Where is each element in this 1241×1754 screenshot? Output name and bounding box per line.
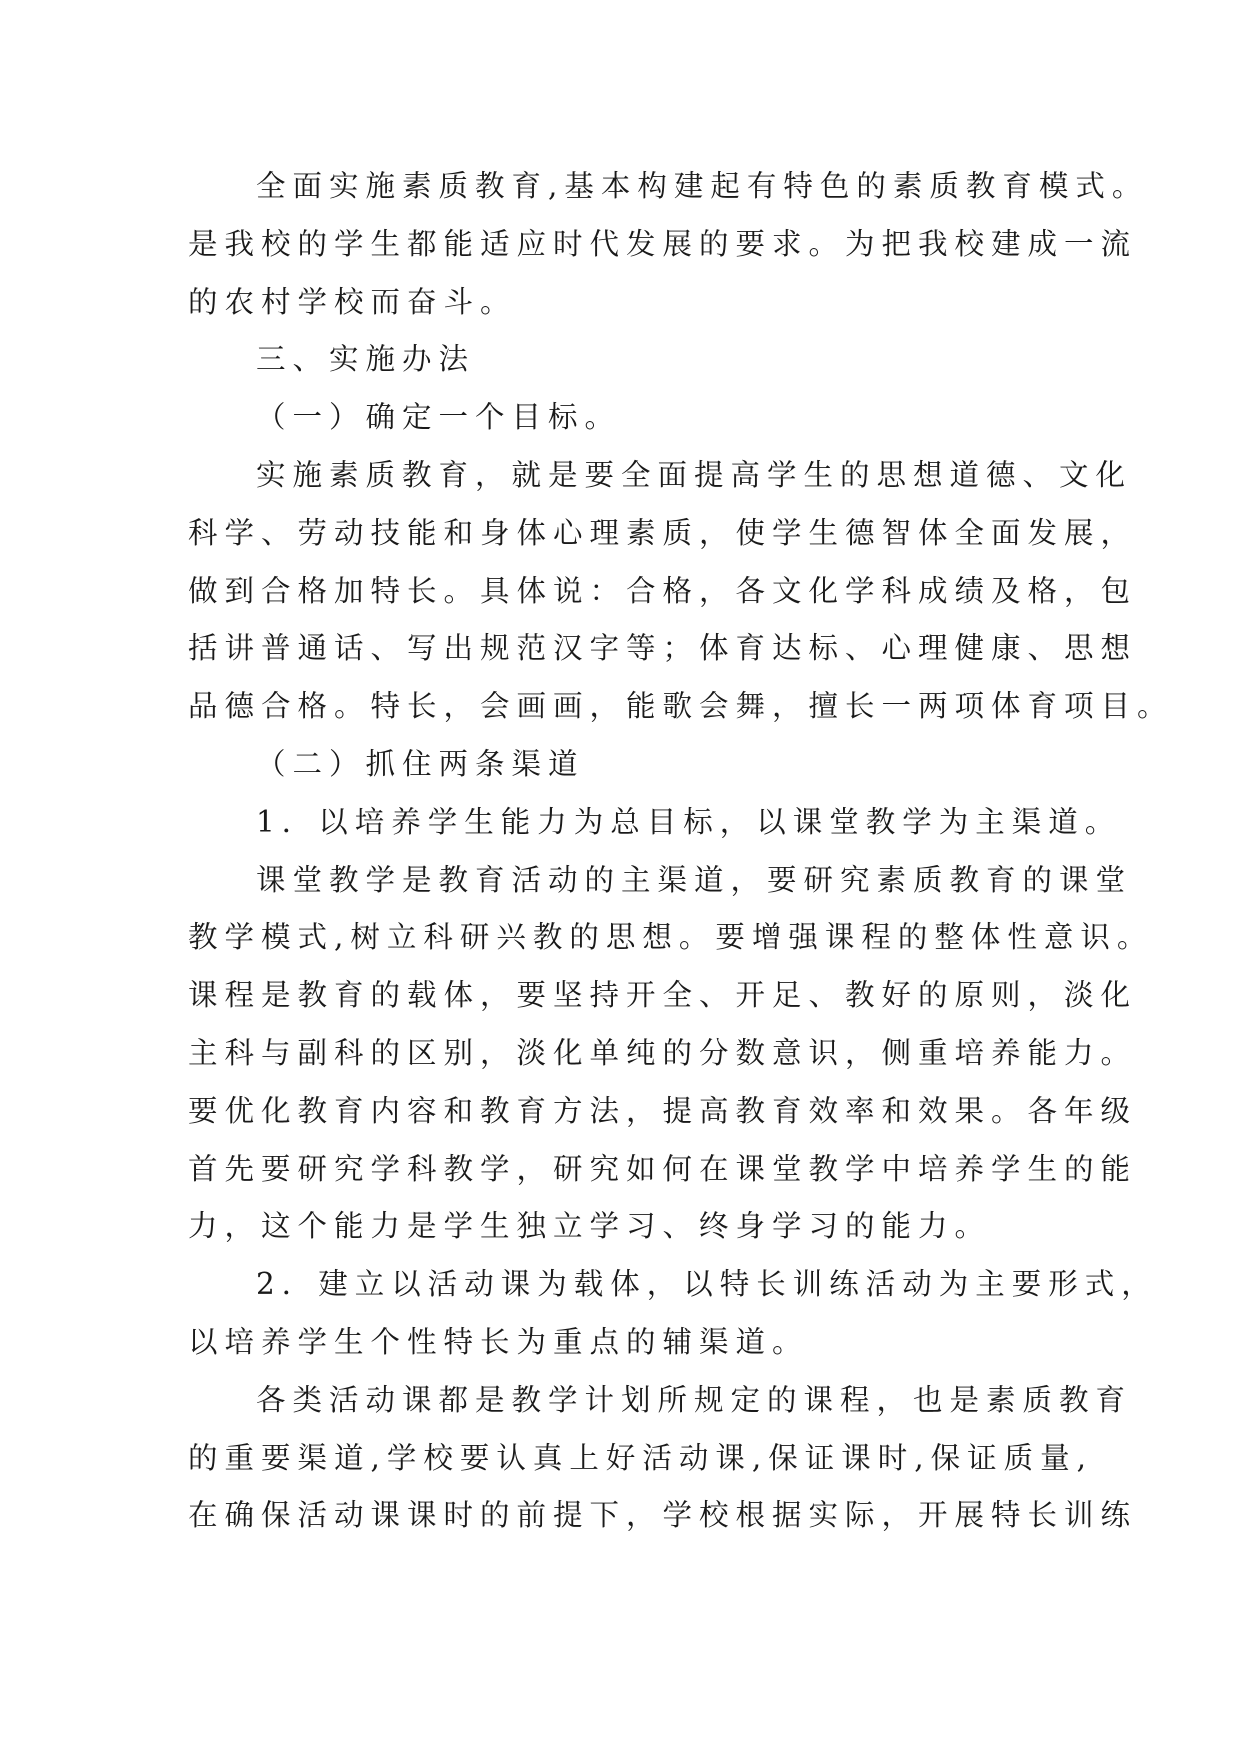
- text-line: 课堂教学是教育活动的主渠道，要研究素质教育的课堂: [256, 862, 1133, 897]
- text-line: 的重要渠道,学校要认真上好活动课,保证课时,保证质量,: [188, 1440, 1094, 1475]
- text-line: 括讲普通话、写出规范汉字等；体育达标、心理健康、思想: [188, 631, 1138, 666]
- body-text: [188, 158, 1218, 1545]
- subsection-heading: （二）抓住两条渠道: [256, 746, 585, 781]
- text-line: 首先要研究学科教学，研究如何在课堂教学中培养学生的能: [188, 1151, 1138, 1186]
- text-line: 要优化教育内容和教育方法，提高教育效率和效果。各年级: [188, 1093, 1138, 1128]
- text-line: 力，这个能力是学生独立学习、终身学习的能力。: [188, 1209, 992, 1244]
- subsection-heading: （一）确定一个目标。: [256, 400, 622, 435]
- text-line: 做到合格加特长。具体说：合格，各文化学科成绩及格，包: [188, 573, 1138, 608]
- section-heading: 三、实施办法: [256, 342, 476, 377]
- text-line: 是我校的学生都能适应时代发展的要求。为把我校建成一流: [188, 226, 1138, 261]
- text-line: 科学、劳动技能和身体心理素质，使学生德智体全面发展，: [188, 515, 1138, 550]
- text-line: 品德合格。特长，会画画，能歌会舞，擅长一两项体育项目。: [188, 689, 1174, 724]
- text-line: 教学模式,树立科研兴教的思想。要增强课程的整体性意识。: [188, 920, 1154, 955]
- text-line: 实施素质教育，就是要全面提高学生的思想道德、文化: [256, 457, 1133, 492]
- text-line: 的农村学校而奋斗。: [188, 284, 517, 319]
- numbered-item: 1．以培养学生能力为总目标，以课堂教学为主渠道。: [256, 804, 1122, 839]
- text-line: 主科与副科的区别，淡化单纯的分数意识，侧重培养能力。: [188, 1035, 1138, 1070]
- text-line: 在确保活动课课时的前提下，学校根据实际，开展特长训练: [188, 1498, 1138, 1533]
- text-line: 全面实施素质教育,基本构建起有特色的素质教育模式。: [256, 169, 1149, 203]
- text-line: 以培养学生个性特长为重点的辅渠道。: [188, 1324, 809, 1359]
- numbered-item: 2．建立以活动课为载体，以特长训练活动为主要形式，: [256, 1267, 1158, 1302]
- text-line: 各类活动课都是教学计划所规定的课程，也是素质教育: [256, 1382, 1133, 1417]
- text-line: 课程是教育的载体，要坚持开全、开足、教好的原则，淡化: [188, 978, 1138, 1013]
